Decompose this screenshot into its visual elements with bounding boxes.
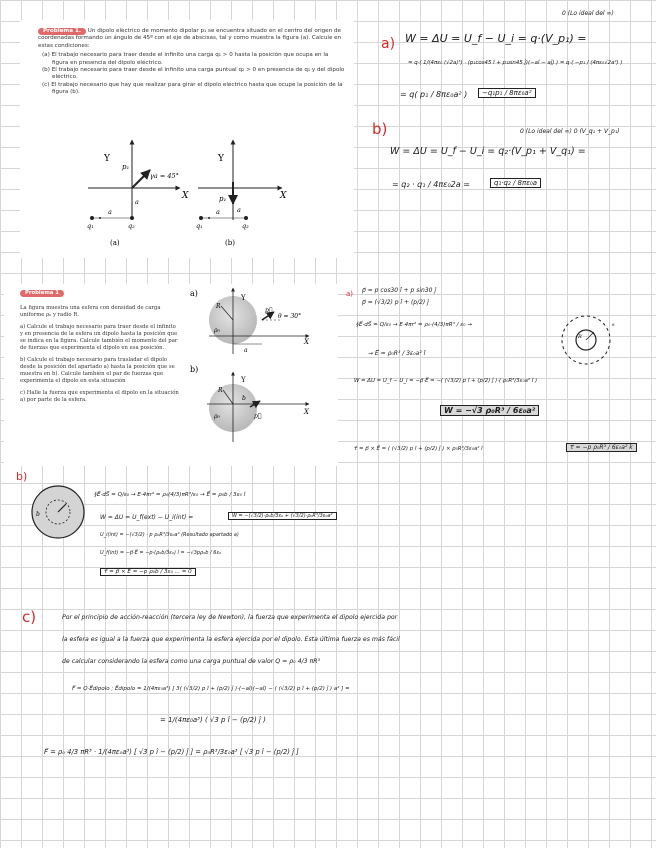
caption-b: (b): [225, 239, 235, 247]
hw-p1b-result: q₁·q₂ / 8πε₀a: [490, 178, 541, 188]
sphere-a-axis-x: X: [304, 338, 309, 346]
hw-p2a-r1: p⃗ = p cos30 î + p sin30 ĵ: [362, 287, 437, 294]
hw-p2a-r4: → E⃗ = ρ₀R³ / 3ε₀a² î: [368, 350, 426, 357]
hw-p2c-l1: Por el principio de acción-reacción (tercera ley de Newton), la fuerza que experimenta el dipolo ejercida por: [62, 614, 398, 621]
caption-a: (a): [110, 239, 120, 247]
axis-y-label-b: Y: [218, 154, 224, 164]
problem-2-part-b: b) Calcule el trabajo necesario para trasladar el dipolo desde la posición del apartado a) hasta la posición que se muestra en b). Calcule también el par de fuerzas que experimenta el dipolo en esta situación: [20, 357, 175, 384]
hw-p2a-label: a): [346, 290, 354, 298]
hw-p1b-note: 0 (Lo ideal del ∞) 0 (V_q₁ + V_p₁): [520, 128, 620, 135]
hw-p1a-line2: = q·( 1/(4πε₀ (√2a)³) · (p₁cos45 î + p₁sin45 ĵ)(−aî − aĵ) ) = q·( −p₁ / (4πε₀√2a²) ): [408, 60, 623, 66]
problem-1-item-b: (b) El trabajo necesario para traer desde el infinito una carga puntual q₂ > 0 en presencia de q₁ y del dipolo eléctrico.: [42, 67, 345, 81]
sphere-a-axis-y: Y: [241, 294, 246, 302]
hw-p2b-result: W = −(√3/2)·ρ₀b/3ε₀ + (√3/2)·ρ₀R³/3ε₀a²: [228, 512, 337, 520]
hw-p1b-label: b): [372, 120, 388, 138]
problem-2-figure: [4, 284, 338, 466]
a-label-a2: a: [135, 198, 139, 206]
hw-p2a-r5: W = ΔU = U_f − U_i = −p⃗·E⃗ = −( (√3/2) p î + (p/2) ĵ )·( ρ₀R³/3ε₀a² î ): [354, 378, 538, 384]
problem-1-figure: [20, 20, 354, 258]
sphere-a-theta: θ = 30°: [278, 313, 302, 320]
problem-1-title: Problema 1.: [38, 28, 86, 35]
hw-p2c-l3: de calcular considerando la esfera como una carga puntual de valor Q = ρ₀ 4/3 πR³: [62, 658, 321, 665]
svg-text:R: R: [578, 334, 582, 340]
sphere-b-axis-x: X: [304, 408, 309, 416]
svg-text:b: b: [36, 511, 40, 518]
hw-sphere-sketch-b: [26, 482, 96, 542]
sphere-a-p: p⃗: [265, 307, 273, 314]
q2-label-b: q₂: [242, 222, 249, 230]
hw-p1a-line3: = q( p₁ / 8πε₀a² ): [400, 90, 468, 99]
problem-2-title: Problema 1: [20, 290, 64, 297]
problem-2-part-c: c) Halle la fuerza que experimenta el dipolo en la situación a) por parte de la esfera.: [20, 390, 179, 403]
q1-label-b: q₁: [196, 222, 203, 230]
hw-p2b-l5: τ⃗ = p⃗ × E⃗ = −p ρ₀b / 3ε₀ ... = 0: [100, 568, 196, 576]
sphere-b-label: b): [190, 365, 199, 374]
q1-label-a: q₁: [87, 222, 94, 230]
p1-label-b: p₁: [219, 195, 227, 203]
axis-x-label-b: X: [280, 191, 287, 201]
dipole-arrow-a: [132, 170, 150, 188]
sphere-b-rho: ρ₀: [214, 413, 220, 420]
hw-p2a-work-result: W = −√3 ρ₀R³ / 6ε₀a²: [440, 405, 539, 416]
sphere-b-R: R: [218, 387, 223, 394]
sphere-figure-a: [190, 288, 310, 354]
sphere-a-a: a: [244, 347, 248, 354]
sphere-a-rho: ρ₀: [214, 327, 220, 334]
a-label-a1: a: [108, 208, 112, 216]
figure-b: [196, 140, 287, 247]
charge-q1-a: [90, 216, 94, 220]
sphere-b-axis-y: Y: [241, 376, 246, 384]
sphere-a-label: a): [190, 289, 198, 298]
problem-2-card: [4, 284, 338, 466]
sphere-b-p: p⃗: [254, 413, 262, 420]
hw-p2b-label: b): [16, 470, 28, 483]
hw-p2c-l5: = 1/(4πε₀a³) ( √3 p î − (p/2) ĵ ): [160, 716, 266, 724]
problem-1-card: [20, 20, 354, 258]
hw-p2c-l2: la esfera es igual a la fuerza que experimenta la esfera ejercida por el dipolo. Esta última fuerza es más fácil: [62, 636, 400, 643]
hw-p2c-label: c): [22, 608, 37, 626]
hw-p2b-l4: U_f(int) = −p⃗·E⃗ = −p·(ρ₀b/3ε₀) î = −√3pρ₀b / 6ε₀: [100, 550, 222, 556]
problem-1-item-a: (a) El trabajo necesario para traer desde el infinito una carga q₁ > 0 hasta la posición que ocupa en la figura en presencia del dipolo eléctrico.: [42, 52, 329, 66]
charge-q1-b: [199, 216, 203, 220]
hw-p1b-line1: W = ΔU = U_f − U_i = q₂·(V_p₁ + V_q₁) =: [390, 146, 586, 157]
hw-p2b-l1: ∮E⃗·dS⃗ = Q/ε₀ → E·4πr² = ρ₀(4/3)πR³/ε₀ → E⃗ = ρ₀b / 3ε₀ î: [94, 492, 246, 498]
a-label-b1: a: [216, 208, 220, 216]
angle-label-a: γa = 45°: [150, 172, 179, 180]
hw-p2a-r3: ∮E⃗·dS⃗ = Q/ε₀ → E·4πr² = ρ₀·(4/3)πR³ / ε₀ →: [356, 322, 472, 328]
sphere-b-b: b: [242, 395, 246, 402]
charge-q2-b: [244, 216, 248, 220]
hw-p2c-l4: F⃗ = Q·E⃗dipolo ; E⃗dipolo = 1/(4πε₀a³) [ 3( (√3/2) p î + (p/2) ĵ )·(−aî)(−aî) − ( (√3/2) p î + (p/2) ĵ ) a² ] =: [72, 686, 350, 692]
charge-q2-a: [130, 216, 134, 220]
svg-text:s: s: [612, 322, 615, 328]
hw-p2b-l2: W = ΔU = U_f(ext) − U_i(int) =: [100, 514, 194, 521]
hw-p2a-r2: p⃗ = (√3/2) p î + (p/2) ĵ: [362, 299, 429, 306]
q2-label-a: q₂: [128, 222, 135, 230]
figure-a: [87, 140, 189, 247]
hw-p1a-line1: W = ΔU = U_f − U_i = q·(V_p₁) =: [405, 32, 587, 45]
hw-p1a-label: a): [381, 36, 396, 52]
hw-p2b-l3: U_i(int) = −(√3/2) · p ρ₀R³/3ε₀a² (Resultado apartado a): [100, 532, 239, 538]
axis-y-label-a: Y: [104, 154, 110, 164]
hw-p2a-r6: τ⃗ = p⃗ × E⃗ = ( (√3/2) p î + (p/2) ĵ ) × ρ₀R³/3ε₀a² î: [354, 446, 483, 452]
sphere-figure-b: [190, 365, 310, 442]
hw-p1b-line2: = q₂ · q₁ / 4πε₀2a =: [392, 180, 470, 189]
axis-x-label-a: X: [182, 191, 189, 201]
hw-p2a-torque-result: τ⃗ = −p ρ₀R³ / 6ε₀a² k̂: [566, 443, 637, 452]
hw-p2c-l6: F⃗ = ρ₀ 4/3 πR³ · 1/(4πε₀a³) [ √3 p î − (p/2) ĵ ] = ρ₀R³/3ε₀a³ [ √3 p î − (p/2) ĵ ]: [44, 748, 299, 756]
problem-1-intro: Un dipolo eléctrico de momento dipolar p₁ se encuentra situado en el centro del origen de coordenadas formando un ángulo de 45º con el eje de abscisas, tal y como muestra la figura (a). Calcule en estas condiciones:: [38, 28, 342, 49]
sphere-a-R: R: [216, 303, 221, 310]
problem-2-part-a: a) Calcule el trabajo necesario para traer desde el infinito y en presencia de la esfera un dipolo hasta la posición que se indica en la figura. Calcule también el momento del par de fuerzas que experimenta el dipolo en esa posición.: [20, 324, 178, 351]
hw-sphere-sketch-a: [548, 312, 628, 372]
problem-2-intro: La figura muestra una esfera con densidad de carga uniforme ρ₀ y radio R.: [20, 305, 161, 318]
a-label-b2: a: [237, 206, 241, 214]
hw-p1a-result: −q₁p₁ / 8πε₀a²: [478, 88, 536, 98]
p1-label-a: p₁: [122, 163, 130, 171]
hw-p1a-note: 0 (Lo ideal del ∞): [562, 10, 614, 17]
problem-1-item-c: (c) El trabajo necesario que hay que realizar para girar el dipolo eléctrico hasta que ocupe la posición de la figura (b).: [42, 81, 343, 96]
